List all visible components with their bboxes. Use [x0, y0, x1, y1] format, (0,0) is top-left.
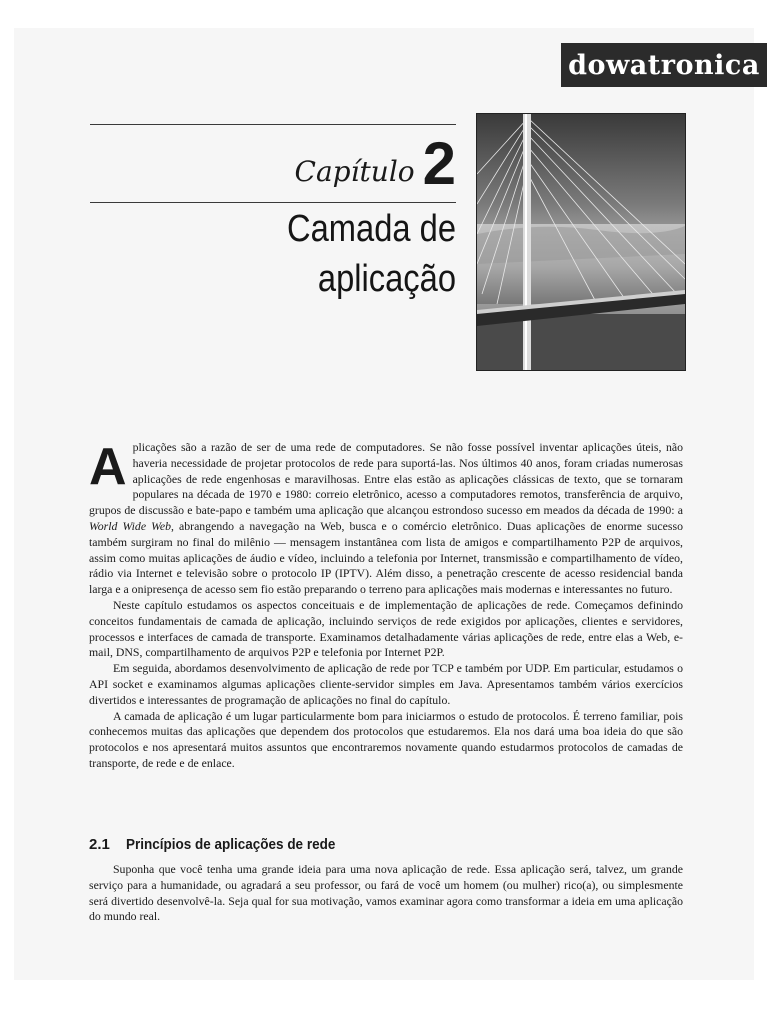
- section-text: [89, 862, 683, 925]
- intro-paragraph-4: A camada de aplicação é um lugar particularmente bom para iniciarmos o estudo de protocolos. É terreno familiar, pois conhecemos muitas das aplicações que dependem dos protocolos que estudaremos. Ela nos dará uma boa ideia do que são protocolos e nos apresentará muitos assuntos que encontraremos novamente quando estudarmos protocolos de camadas de transporte, de rede e de enlace.: [89, 708, 683, 770]
- intro-text: [89, 440, 683, 772]
- drop-cap: A: [89, 438, 127, 496]
- intro-paragraph-1: [89, 440, 683, 598]
- intro-paragraph-2: Neste capítulo estudamos os aspectos conceituais e de implementação de aplicações de rede. Começamos definindo conceitos fundamentais de camada de aplicação, incluindo serviços de rede exigidos por aplicações, clientes e servidores, processos e interfaces de camada de transporte. Examinamos detalhadamente várias aplicações de rede, entre elas a Web, e-mail, DNS, compartilhamento de arquivos P2P e telefonia por Internet P2P.: [89, 597, 683, 660]
- section-title: Princípios de aplicações de rede: [125, 836, 336, 853]
- chapter-photo-bridge: [476, 113, 686, 371]
- intro-p1-start: plicações são a razão de ser de uma rede de computadores. Se não fosse possível inventar aplicações úteis, não haveria necessidade de projetar protocolos de rede para suportá-las. Nos últimos 40 anos, foram criadas numerosas aplicações de rede engenhosas e maravilhosas. Entre elas estão as aplicações clássicas de texto, que se tornaram populares na década de 1970 e 1980: correio eletrônico, acesso a computadores remotos, transferência de arquivo, grupos de discussão e bate-papo e também uma aplicação que alcançou estrondoso sucesso em meados da década de 1990: a: [89, 440, 683, 518]
- section-heading: [89, 836, 358, 853]
- chapter-heading: [90, 128, 456, 197]
- intro-paragraph-3: Em seguida, abordamos desenvolvimento de aplicação de rede por TCP e também por UDP. Em particular, estudamos o API socket e examinamos algumas aplicações cliente-servidor simples em Java. Apresentamos também vários exercícios divertidos e interessantes de programação de aplicações no final do capítulo.: [89, 661, 683, 707]
- watermark-text: dowatronica: [568, 49, 760, 81]
- bridge-photo-illustration: [477, 114, 685, 370]
- chapter-mid-rule: [90, 202, 456, 203]
- intro-p1-end: , abrangendo a navegação na Web, busca e o comércio eletrônico. Duas aplicações de enorme sucesso também surgiram no final do milênio — mensagem instantânea com lista de amigos e compartilhamento P2P de arquivos, assim como muitas aplicações de áudio e vídeo, incluindo a telefonia por Internet, transmissão e compartilhamento de vídeo, rádio via Internet e televisão sobre o protocolo IP (IPTV). Além disso, a penetração crescente de acesso residencial banda larga e a onipresença de acesso sem fio estão preparando o terreno para aplicações mais modernas e interessantes no futuro.: [89, 518, 683, 597]
- intro-p1-italic: World Wide Web: [89, 518, 171, 533]
- chapter-top-rule: [90, 124, 456, 125]
- chapter-label: Capítulo: [294, 155, 415, 188]
- chapter-title: Camada de aplicação: [287, 208, 456, 300]
- section-paragraph-1: Suponha que você tenha uma grande ideia para uma nova aplicação de rede. Essa aplicação será, talvez, um grande serviço para a humanidade, ou agradará a seu professor, ou fará de você um homem (ou mulher) rico(a), ou simplesmente será divertido desenvolvê-la. Seja qual for sua motivação, vamos examinar agora como transformar a ideia em uma aplicação do mundo real.: [89, 862, 683, 924]
- watermark-logo: [561, 43, 767, 87]
- section-number: 2.1: [89, 836, 110, 853]
- chapter-number: 2: [422, 130, 456, 197]
